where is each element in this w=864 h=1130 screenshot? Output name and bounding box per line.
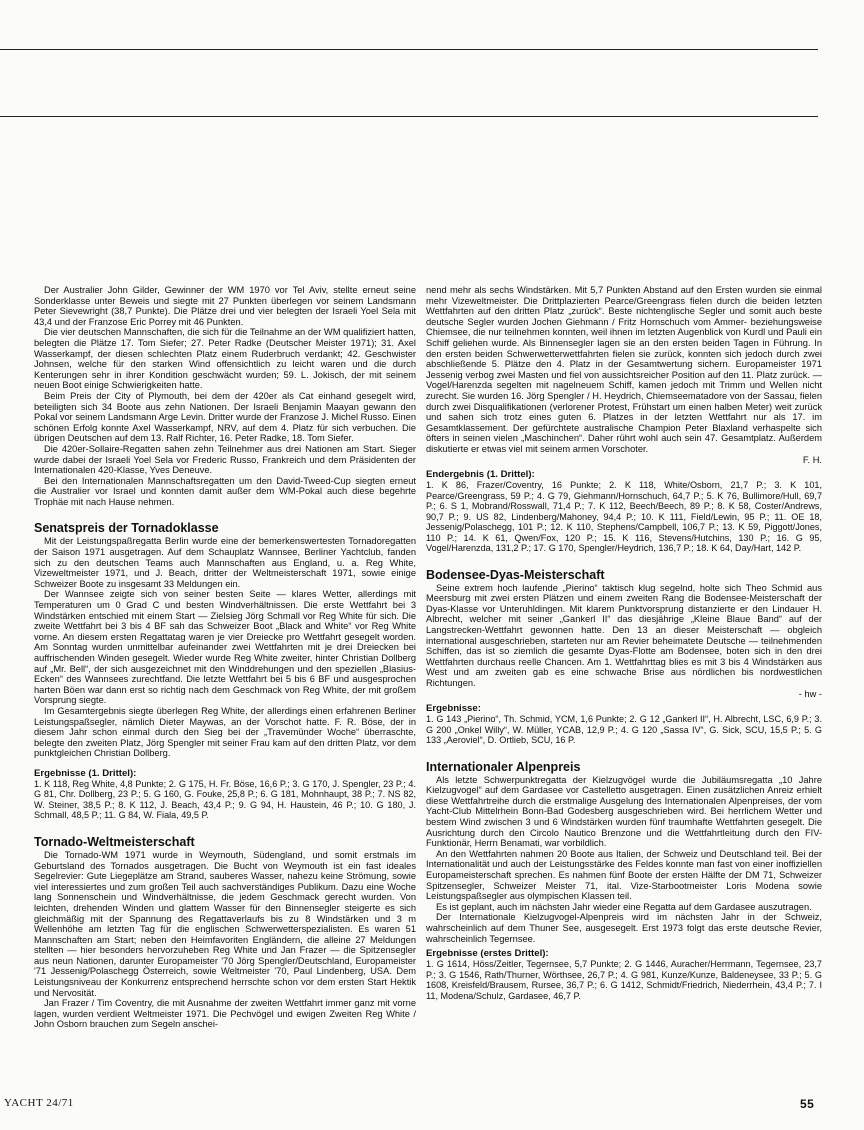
results-title: Ergebnisse: [426,703,481,715]
results-list: 1. G 143 „Pierino“, Th. Schmid, YCM, 1,6 Punkte; 2. G 12 „Gankerl II“, H. Albrecht, LSC, 6,9 P.; 3. G 200 „Onkel Willy“, W. Müller, YCAB, 12,9 P.; 4. G 120 „Sassa IV“, G. Sick, SCU, 15,5 P.; 5. G 133 „Aeroviel“, D. Ortlieb, SCU, 16 P. [426,714,822,746]
author-signature: F. H. [802,454,822,465]
top-rule [0,49,818,50]
results-title: Endergebnis (1. Drittel): [426,469,535,481]
issue-label: YACHT 24/71 [4,1097,74,1109]
paragraph: Als letzte Schwerpunktregatta der Kielzugvögel wurde die Jubiläumsregatta „10 Jahre Kielzugvogel“ auf dem Gardasee vor Castelletto ausgetragen. Einen zusätzlichen Anreiz erhielt diese Wettfahrtreihe durch die erstmalige Ausgelung des Internationalen Alpenpreises, der vom Yacht-Club Mittelrhein Bonn-Bad Godesberg ausgeschrieben wird. Bei herrlichem Wetter und bestem Wind zwischen 3 und 6 Windstärken wurden fünf traumhafte Wettfahrten gesegelt. Die Ausrichtung durch den Circolo Nautico Brenzone und die Wettfahrtleitung durch den FIV-Funktionär, Herrn Benamati, war vorbildlich. [426,774,822,849]
author-signature: - hw - [798,688,822,699]
page-number: 55 [800,1097,815,1111]
right-column [426,285,822,1001]
section-heading-tornado-wm: Tornado-Weltmeisterschaft [34,834,195,849]
section-heading-bodensee: Bodensee-Dyas-Meisterschaft [426,567,605,582]
results-title: Ergebnisse (1. Drittel): [34,767,137,779]
paragraph: Die 420er-Sollaire-Regatten sahen zehn Teilnehmer aus drei Nationen am Start. Sieger wurde dabei der Israeli Yoel Sela vor Frederic Russo, Frankreich und dem Präsidenten der Internationalen 420-Klasse, Yves Deneuve. [34,443,416,476]
paragraph: An den Wettfahrten nahmen 20 Boote aus Italien, der Schweiz und Deutschland teil. Bei der Internationalität und auch der Leistungsstärke des Feldes konnte man fast von einer inoffiziellen Europameisterschaft sprechen. Es nahmen fünf Boote der ersten Hälfte der DM 71, Schweizer Spitzensegler, Schweizer Meister 71, ital. Vize-Starbootmeister Loris Modena sowie Leistungspaßsegler aus olympischen Klassen teil. [426,848,822,902]
paragraph: Der Wannsee zeigte sich von seiner besten Seite — klares Wetter, allerdings mit Temperaturen um 0 Grad C und besten Windverhältnissen. Die erste Wettfahrt bei 3 Windstärken entschied mit einem Start — Zielsieg Jörg Schmall vor Reg White für sich. Die zweite Wettfahrt bei 3 bis 4 BF sah das Schweizer Boot „Black and White“ vor Reg White vorne. An diesem ersten Regattatag waren je vier Dreiecke pro Wettfahrt gesegelt worden. Am Sonntag wurden unmittelbar aufeinander zwei Wettfahrten mit je drei Dreiecken bei auffrischenden Winden gesegelt. Wieder wurde Reg White zweiter, hinter Christian Dollberg auf „Mr. Bell“, der sich ausgezeichnet mit den Winddrehungen und den speziellen „Blasius-Ecken“ des Wannsees zurechtfand. Die letzte Wettfahrt bei 5 bis 6 BF und ausgesprochen harten Böen war dann erst so richtig nach dem Geschmack von Reg White, der mit großem Vorsprung siegte. [34,589,416,706]
paragraph: nend mehr als sechs Windstärken. Mit 5,7 Punkten Abstand auf den Ersten wurden sie einmal mehr Vizeweltmeister. Die Drittplazierten Pearce/Greengrass fielen durch die beiden letzten Wettfahrten auf den dritten Platz „zurück“. Beste nichtenglische Segler und somit auch beste deutsche Segler wurden Jochen Giehmann / Fritz Hornschuch vom Ammer- beziehungsweise Chiemsee, die nur teilnehmen konnten, weil ihnen im letzten Augenblick von Kurdl und Pauli ein Schiff geliehen wurde. Als Binnensegler lagen sie an den ersten beiden Tagen in Führung. In den ersten beiden Schwerwetterwettfahrten fielen sie zurück, konnten sich jedoch durch zwei abschließende 5. Plätze den 4. Platz in der Gesamtwertung sichern. Europameister 1971 Jessenig verbog zwei Masten und fiel von aussichtsreicher Position auf den 11. Platz zurück. — Vogel/Harenzda segelten mit nagelneuem Schiff, kamen jedoch mit Trimm und Wellen nicht zurecht. Sie wurden 16. Jörg Spengler / H. Heydrich, Chiemseematadore von der Sassau, fielen durch zwei Disqualifikationen (verlorener Protest, Frühstart um einen halben Meter) weit zurück und sahen sich trotz eines guten 6. Platzes in der letzten Wettfahrt nur als 17. im Gesamtklassement. Der gefürchtete australische Champion Peter Blaxland verhaspelte sich öfters in seinen vielen „Maschinchen“. Daher rührt wohl auch sein 47. Gesamtplatz. Außerdem diskutierte er etwas viel mit seinem armen Vorschoter. [426,285,822,454]
left-column [34,285,416,1030]
intro-section [34,285,416,507]
paragraph: Bei den Internationalen Mannschaftsregatten um den David-Tweed-Cup siegten erneut die Australier vor Israel und konnten damit außer dem WM-Pokal auch diese begehrte Trophäe mit nach Hause nehmen. [34,475,416,507]
paragraph: Der Internationale Kielzugvogel-Alpenpreis wird im nächsten Jahr in der Schweiz, wahrscheinlich auf dem Thuner See, ausgesegelt. Erst 1973 folgt das erste deutsche Revier, wahrscheinlich Tegernsee. [426,912,822,944]
second-rule [0,116,818,117]
section-heading-alpenpreis: Internationaler Alpenpreis [426,759,581,774]
paragraph: Beim Preis der City of Plymouth, bei dem der 420er als Cat einhand gesegelt wird, beteiligten sich 34 Boote aus zehn Nationen. Der Israeli Benjamin Maayan gewann den Pokal vor seinem Landsmann Arge Levin. Dritter wurde der Franzose J. Michel Russo. Einen schönen Erfolg konnte Axel Wasserkampf, NRV, auf dem 4. Platz für sich verbuchen. Die übrigen Deutschen auf dem 13. Ralf Richter, 16. Peter Radke, 18. Tom Siefer. [34,390,416,444]
paragraph: Im Gesamtergebnis siegte überlegen Reg White, der allerdings einen erfahrenen Berliner Leistungspaßsegler, nämlich Dieter Maywas, an der Vorschot hatte. F. R. Böse, der in diesem Jahr schon einmal durch den Sieg bei der „Travemünder Woche“ überraschte, belegte den zweiten Platz, Jörg Spengler mit seiner Frau kam auf den dritten Platz, vor dem punktgleichen Christian Dollberg. [34,705,416,759]
results-title: Ergebnisse (erstes Drittel): [426,948,549,960]
paragraph: Es ist geplant, auch im nächsten Jahr wieder eine Regatta auf dem Gardasee auszutragen. [436,901,812,912]
paragraph: Die vier deutschen Mannschaften, die sich für die Teilnahme an der WM qualifiziert hatten, belegten die Plätze 17. Tom Siefer; 27. Peter Radke (Deutscher Meister 1971); 31. Axel Wasserkampf, der diesen schlechten Platz einem Ruderbruch verdankt; 42. Geschwister Johnsen, welche für den starken Wind offensichtlich zu leicht waren und die durch Kenterungen sehr in ihrer Kondition geschwächt wurden; 59. L. Jokisch, der mit seinem neuen Boot einige Schwierigkeiten hatte. [34,327,416,391]
section-heading-senatspreis: Senatspreis der Tornadoklasse [34,521,219,536]
paragraph: Der Australier John Gilder, Gewinner der WM 1970 vor Tel Aviv, stellte erneut seine Sonderklasse unter Beweis und siegte mit 27 Punkten überlegen vor seinem Landsmann Peter Sievewright (38,7 Punkte). Die Plätze drei und vier belegten der Israeli Yoel Sela mit 43,4 und der Franzose Eric Porrey mit 46 Punkten. [34,285,416,327]
paragraph: Die Tornado-WM 1971 wurde in Weymouth, Südengland, und somit erstmals im Geburtsland des Tornados ausgetragen. Die Bucht von Weymouth ist ein fast ideales Segelrevier: Gute Liegeplätze am Strand, sauberes Wasser, nahezu keine Strömung, sowie viel interessiertes und zum großen Teil auch sachverständiges Publikum. Dazu eine Woche lang Sonnenschein und Windverhältnisse, die jedem Geschmack gerecht wurden. Von leichten, drehenden Winden und glattem Wasser für den Binnenseglег steigerte es sich gleichmäßig mit der Spannung des Regattaverlaufs bis zu 8 Windstärken und 3 m Wellenhöhe am letzten Tag für die englischen Schwerwetterspezialisten. Es waren 51 Mannschaften am Start; neben den Heimfavoriten Engländern, die alleine 27 Meldungen stellten — hier besonders hervorzuheben Reg White und Jan Frazer — die Spitzensegler aus neun Nationen, darunter Europameister '70 Jörg Spengler/Deutschland, Europameister '71 Jessenig/Polaschegg Österreich, sowie Weltmeister '70, Paul Lindenberg, USA. Dem Leistungsniveau der Konkurrenz entsprechend herrschte schon vor dem ersten Start Hektik und Nervosität. [34,849,416,998]
results-list: 1. G 1614, Höss/Zeitler, Tegernsee, 5,7 Punkte; 2. G 1446, Auracher/Herrmann, Tegernsee, 23,7 P.; 3. G 1546, Rath/Thurner, Wörthsee, 26,7 P.; 4. G 981, Kunze/Kunze, Baldeneysee, 33 P.; 5. G 1608, Kreisfeld/Brausem, Rursee, 36,7 P.; 6. G 1412, Schmidt/Friedrich, Niederrhein, 43,4 P.; 7. I 11, Modena/Schulz, Gardasee, 46,7 P. [426,959,822,1001]
results-list: 1. K 86, Frazer/Coventry, 16 Punkte; 2. K 118, White/Osborn, 21,7 P.; 3. K 101, Pearce/Greengrass, 59 P.; 4. G 79, Giehmann/Hornschuch, 64,7 P.; 5. K 76, Bullimore/Hull, 69,7 P.; 6. S 1, Mobrand/Rosswall, 71,4 P.; 7. K 112, Beech/Beech, 89 P.; 8. K 58, Coster/Andrews, 90,7 P.; 9. US 82, Lindenberg/Mahoney, 94,4 P.; 10. K 111, Field/Lewin, 95 P.; 11. OE 18, Jessenig/Polaschegg, 101 P.; 12. K 110, Stephens/Campbell, 106,7 P.; 13. K 59, Piggott/Jones, 110 P.; 14. K 61, Qwen/Fox, 120 P.; 15. K 116, Stevens/Hutchins, 130 P.; 16. G 95, Vogel/Harenzda, 131,2 P.; 17. G 170, Spengler/Heydrich, 136,7 P.; 18. K 64, Day/Hart, 142 P. [426,480,822,554]
paragraph: Jan Frazer / Tim Coventry, die mit Ausnahme der zweiten Wettfahrt immer ganz mit vorne lagen, wurden verdient Weltmeister 1971. Die Pechvögel und ewigen Zweiten Reg White / John Osborn brauchen zum Segeln anschei- [34,998,416,1030]
results-list: 1. K 118, Reg White, 4,8 Punkte; 2. G 175, H. Fr. Böse, 16,6 P.; 3. G 170, J. Spengler, 23 P.; 4. G 81, Chr. Dollberg, 23 P.; 5. G 160, G. Fouke, 25,8 P.; 6. G 181, Mohnhaupt, 38 P.; 7. NS 82, W. Steiner, 38,5 P.; 8. K 112, J. Beach, 43,4 P.; 9. G 94, H. Haustein, 46 P.; 10. G 180, J. Schmall, 48,5 P.; 11. G 84, W. Fiala, 49,5 P. [34,778,416,821]
paragraph: Mit der Leistungspaßregatta Berlin wurde eine der bemerkenswertesten Tornadoregatten der Saison 1971 ausgetragen. Auf dem Schauplatz Wannsee, Berliner Yachtclub, fanden sich zu den deutschen Teams auch Mannschaften aus England, u. a. Reg White, Vizeweltmeister 1971, und J. Beach, dritter der Weltmeisterschaft 1971, sowie einige Schweizer Boote zu insgesamt 33 Meldungen ein. [34,536,416,589]
paragraph: Seine extrem hoch laufende „Pierino“ taktisch klug segelnd, holte sich Theo Schmid aus Meersburg mit zwei ersten Plätzen und einem zweiten Rang die Bodensee-Meisterschaft der Dyas-Klasse vor Unteruhldingen. Mit klarem Punktvorsprung distanzierte er den Lindauer H. Albrecht, welcher mit seiner „Gankerl II“ das diesjährige „Kleine Blaue Band“ auf der Langstrecken-Wettfahrt gewonnen hatte. Den 13 an dieser Meisterschaft — obgleich international ausgeschrieben, starteten nur am Revier beheimatete Deutsche — teilnehmenden Schiffen, das ist so ziemlich die gesamte Dyas-Flotte am Bodensee, boten sich in den drei Wettfahrten durchaus reelle Chancen. Am 1. Wettfahrttag blies es mit 3 bis 4 Windstärken aus West und am zweiten gab es eine schwache Brise aus nördlichen bis nordwestlichen Richtungen. [426,582,822,688]
